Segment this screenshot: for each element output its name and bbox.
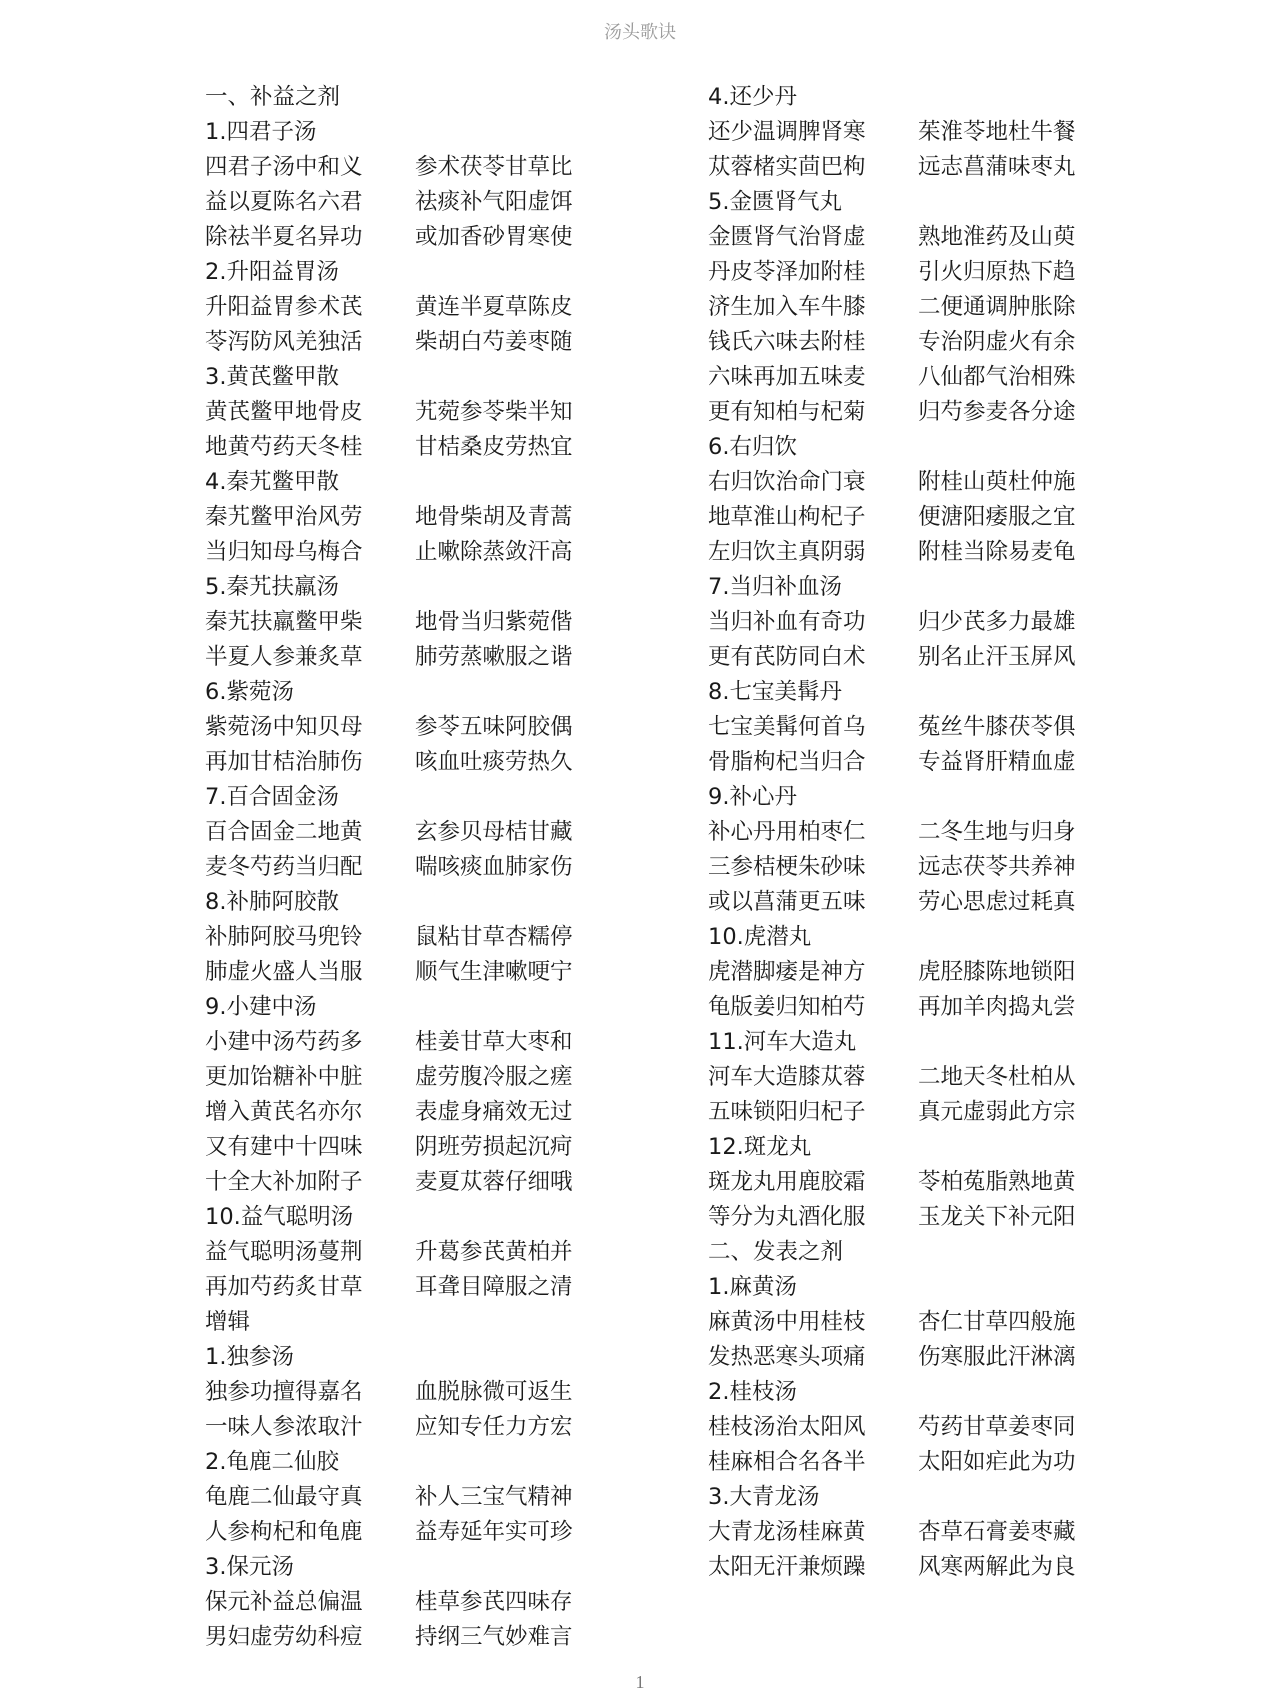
verse-line xyxy=(205,1515,625,1550)
verse-first-half: 斑龙丸用鹿胶霜 xyxy=(708,1169,866,1195)
verse-first-half: 钱氏六味去附桂 xyxy=(708,329,866,355)
verse-first-half: 百合固金二地黄 xyxy=(205,819,363,845)
verse-first-half: 十全大补加附子 xyxy=(205,1169,363,1195)
verse-line xyxy=(708,150,1128,185)
verse-second-half: 麦夏苁蓉仔细哦 xyxy=(415,1169,573,1195)
verse-line xyxy=(205,185,625,220)
formula-heading: 8.补肺阿胶散 xyxy=(205,889,339,915)
verse-first-half: 虎潜脚痿是神方 xyxy=(708,959,866,985)
verse-second-half: 别名止汗玉屏风 xyxy=(918,644,1076,670)
verse-first-half: 更有芪防同白术 xyxy=(708,644,866,670)
verse-second-half: 引火归原热下趋 xyxy=(918,259,1076,285)
verse-line xyxy=(205,220,625,255)
verse-second-half: 二地天冬杜柏从 xyxy=(918,1064,1076,1090)
verse-line xyxy=(205,1060,625,1095)
verse-line xyxy=(205,745,625,780)
verse-first-half: 补肺阿胶马兜铃 xyxy=(205,924,363,950)
verse-first-half: 左归饮主真阴弱 xyxy=(708,539,866,565)
verse-line xyxy=(708,605,1128,640)
verse-first-half: 男妇虚劳幼科痘 xyxy=(205,1624,363,1650)
section-heading: 一、补益之剂 xyxy=(205,84,341,110)
formula-heading: 2.龟鹿二仙胶 xyxy=(205,1449,339,1475)
verse-second-half: 地骨柴胡及青蒿 xyxy=(415,504,573,530)
verse-line xyxy=(708,710,1128,745)
verse-second-half: 耳聋目障服之清 xyxy=(415,1274,573,1300)
formula-heading: 5.金匮肾气丸 xyxy=(708,189,842,215)
verse-second-half: 血脱脉微可返生 xyxy=(415,1379,573,1405)
verse-second-half: 风寒两解此为良 xyxy=(918,1554,1076,1580)
verse-line xyxy=(708,990,1128,1025)
verse-second-half: 劳心思虑过耗真 xyxy=(918,889,1076,915)
right-column xyxy=(708,80,1128,1585)
verse-line xyxy=(708,850,1128,885)
verse-first-half: 金匮肾气治肾虚 xyxy=(708,224,866,250)
verse-second-half: 二便通调肿胀除 xyxy=(918,294,1076,320)
verse-line xyxy=(205,920,625,955)
verse-line xyxy=(708,1095,1128,1130)
verse-line xyxy=(708,395,1128,430)
verse-first-half: 麦冬芍药当归配 xyxy=(205,854,363,880)
verse-second-half: 归少芪多力最雄 xyxy=(918,609,1076,635)
verse-second-half: 地骨当归紫菀偕 xyxy=(415,609,573,635)
formula-heading: 10.虎潜丸 xyxy=(708,924,812,950)
verse-line xyxy=(205,640,625,675)
verse-second-half: 鼠粘甘草杏糯停 xyxy=(415,924,573,950)
verse-line xyxy=(205,605,625,640)
verse-first-half: 再加甘桔治肺伤 xyxy=(205,749,363,775)
verse-line xyxy=(708,640,1128,675)
verse-line xyxy=(708,1445,1128,1480)
verse-second-half: 归芍参麦各分途 xyxy=(918,399,1076,425)
verse-second-half: 远志菖蒲味枣丸 xyxy=(918,154,1076,180)
verse-line xyxy=(205,1165,625,1200)
verse-first-half: 河车大造膝苁蓉 xyxy=(708,1064,866,1090)
verse-second-half: 顺气生津嗽哽宁 xyxy=(415,959,573,985)
verse-second-half: 虚劳腹冷服之瘥 xyxy=(415,1064,573,1090)
formula-heading: 7.当归补血汤 xyxy=(708,574,842,600)
verse-line xyxy=(205,1410,625,1445)
verse-first-half: 人参枸杞和龟鹿 xyxy=(205,1519,363,1545)
verse-first-half: 麻黄汤中用桂枝 xyxy=(708,1309,866,1335)
section-heading: 二、发表之剂 xyxy=(708,1239,844,1265)
verse-first-half: 一味人参浓取汁 xyxy=(205,1414,363,1440)
verse-first-half: 龟鹿二仙最守真 xyxy=(205,1484,363,1510)
verse-second-half: 再加羊肉捣丸尝 xyxy=(918,994,1076,1020)
verse-line xyxy=(708,745,1128,780)
formula-heading: 2.桂枝汤 xyxy=(708,1379,797,1405)
verse-second-half: 祛痰补气阳虚饵 xyxy=(415,189,573,215)
verse-second-half: 艽菀参苓柴半知 xyxy=(415,399,573,425)
left-column xyxy=(205,80,625,1655)
verse-first-half: 三参桔梗朱砂味 xyxy=(708,854,866,880)
formula-heading: 3.黄芪鳖甲散 xyxy=(205,364,339,390)
verse-line xyxy=(205,1025,625,1060)
section-heading: 增辑 xyxy=(205,1309,251,1335)
verse-second-half: 真元虚弱此方宗 xyxy=(918,1099,1076,1125)
verse-line xyxy=(708,255,1128,290)
verse-line xyxy=(205,325,625,360)
verse-second-half: 专益肾肝精血虚 xyxy=(918,749,1076,775)
verse-second-half: 芍药甘草姜枣同 xyxy=(918,1414,1076,1440)
verse-first-half: 除祛半夏名异功 xyxy=(205,224,363,250)
verse-second-half: 喘咳痰血肺家伤 xyxy=(415,854,573,880)
verse-second-half: 杏草石膏姜枣藏 xyxy=(918,1519,1076,1545)
verse-line xyxy=(205,500,625,535)
verse-first-half: 地黄芍药天冬桂 xyxy=(205,434,363,460)
verse-first-half: 丹皮苓泽加附桂 xyxy=(708,259,866,285)
verse-first-half: 大青龙汤桂麻黄 xyxy=(708,1519,866,1545)
verse-line xyxy=(708,1515,1128,1550)
verse-first-half: 又有建中十四味 xyxy=(205,1134,363,1160)
formula-heading: 5.秦艽扶羸汤 xyxy=(205,574,339,600)
verse-first-half: 升阳益胃参术芪 xyxy=(205,294,363,320)
verse-second-half: 升葛参芪黄柏并 xyxy=(415,1239,573,1265)
verse-second-half: 表虚身痛效无过 xyxy=(415,1099,573,1125)
verse-second-half: 持纲三气妙难言 xyxy=(415,1624,573,1650)
verse-line xyxy=(708,1305,1128,1340)
verse-second-half: 熟地淮药及山萸 xyxy=(918,224,1076,250)
verse-second-half: 止嗽除蒸敛汗高 xyxy=(415,539,573,565)
verse-line xyxy=(205,430,625,465)
verse-second-half: 玉龙关下补元阳 xyxy=(918,1204,1076,1230)
formula-heading: 11.河车大造丸 xyxy=(708,1029,857,1055)
verse-first-half: 四君子汤中和义 xyxy=(205,154,363,180)
verse-line xyxy=(708,1060,1128,1095)
verse-line xyxy=(708,535,1128,570)
verse-first-half: 更加饴糖补中脏 xyxy=(205,1064,363,1090)
verse-line xyxy=(205,150,625,185)
verse-second-half: 补人三宝气精神 xyxy=(415,1484,573,1510)
verse-line xyxy=(708,815,1128,850)
verse-line xyxy=(205,395,625,430)
verse-first-half: 苓泻防风羌独活 xyxy=(205,329,363,355)
verse-second-half: 柴胡白芍姜枣随 xyxy=(415,329,573,355)
verse-first-half: 再加芍药炙甘草 xyxy=(205,1274,363,1300)
verse-line xyxy=(205,1585,625,1620)
verse-second-half: 或加香砂胃寒使 xyxy=(415,224,573,250)
formula-heading: 4.还少丹 xyxy=(708,84,797,110)
verse-first-half: 七宝美髯何首乌 xyxy=(708,714,866,740)
verse-second-half: 玄参贝母桔甘藏 xyxy=(415,819,573,845)
formula-heading: 6.右归饮 xyxy=(708,434,797,460)
verse-first-half: 或以菖蒲更五味 xyxy=(708,889,866,915)
verse-first-half: 右归饮治命门衰 xyxy=(708,469,866,495)
verse-second-half: 桂草参芪四味存 xyxy=(415,1589,573,1615)
formula-heading: 1.四君子汤 xyxy=(205,119,317,145)
verse-second-half: 参苓五味阿胶偶 xyxy=(415,714,573,740)
verse-line xyxy=(708,360,1128,395)
verse-line xyxy=(205,850,625,885)
verse-second-half: 伤寒服此汗淋漓 xyxy=(918,1344,1076,1370)
formula-heading: 1.麻黄汤 xyxy=(708,1274,797,1300)
verse-first-half: 六味再加五味麦 xyxy=(708,364,866,390)
verse-first-half: 地草淮山枸杞子 xyxy=(708,504,866,530)
verse-first-half: 更有知柏与杞菊 xyxy=(708,399,866,425)
verse-first-half: 保元补益总偏温 xyxy=(205,1589,363,1615)
verse-line xyxy=(205,1270,625,1305)
page-number: 1 xyxy=(635,1672,645,1692)
verse-second-half: 黄连半夏草陈皮 xyxy=(415,294,573,320)
verse-line xyxy=(205,1480,625,1515)
verse-line xyxy=(708,1200,1128,1235)
verse-first-half: 半夏人参兼炙草 xyxy=(205,644,363,670)
page-header-title: 汤头歌诀 xyxy=(604,22,676,43)
verse-first-half: 龟版姜归知柏芍 xyxy=(708,994,866,1020)
formula-heading: 12.斑龙丸 xyxy=(708,1134,812,1160)
verse-first-half: 补心丹用柏枣仁 xyxy=(708,819,866,845)
verse-line xyxy=(708,500,1128,535)
verse-first-half: 苁蓉楮实茴巴枸 xyxy=(708,154,866,180)
verse-second-half: 苓柏菟脂熟地黄 xyxy=(918,1169,1076,1195)
formula-heading: 9.小建中汤 xyxy=(205,994,317,1020)
verse-second-half: 菟丝牛膝茯苓俱 xyxy=(918,714,1076,740)
verse-first-half: 当归补血有奇功 xyxy=(708,609,866,635)
verse-line xyxy=(708,1340,1128,1375)
verse-first-half: 益气聪明汤蔓荆 xyxy=(205,1239,363,1265)
verse-second-half: 便溏阳痿服之宜 xyxy=(918,504,1076,530)
verse-first-half: 紫菀汤中知贝母 xyxy=(205,714,363,740)
verse-first-half: 益以夏陈名六君 xyxy=(205,189,363,215)
verse-line xyxy=(205,1375,625,1410)
verse-second-half: 桂姜甘草大枣和 xyxy=(415,1029,573,1055)
verse-first-half: 小建中汤芍药多 xyxy=(205,1029,363,1055)
verse-line xyxy=(205,1235,625,1270)
verse-first-half: 等分为丸酒化服 xyxy=(708,1204,866,1230)
verse-line xyxy=(205,290,625,325)
verse-second-half: 远志茯苓共养神 xyxy=(918,854,1076,880)
verse-second-half: 太阳如疟此为功 xyxy=(918,1449,1076,1475)
verse-second-half: 杏仁甘草四般施 xyxy=(918,1309,1076,1335)
verse-first-half: 太阳无汗兼烦躁 xyxy=(708,1554,866,1580)
verse-first-half: 黄芪鳖甲地骨皮 xyxy=(205,399,363,425)
verse-first-half: 独参功擅得嘉名 xyxy=(205,1379,363,1405)
verse-first-half: 桂麻相合名各半 xyxy=(708,1449,866,1475)
verse-line xyxy=(708,885,1128,920)
verse-second-half: 专治阴虚火有余 xyxy=(918,329,1076,355)
verse-second-half: 茱淮苓地杜牛餐 xyxy=(918,119,1076,145)
verse-line xyxy=(708,115,1128,150)
verse-second-half: 二冬生地与归身 xyxy=(918,819,1076,845)
verse-line xyxy=(205,955,625,990)
verse-line xyxy=(205,710,625,745)
verse-first-half: 秦艽鳖甲治风劳 xyxy=(205,504,363,530)
verse-second-half: 虎胫膝陈地锁阳 xyxy=(918,959,1076,985)
verse-second-half: 附桂山萸杜仲施 xyxy=(918,469,1076,495)
verse-first-half: 五味锁阳归杞子 xyxy=(708,1099,866,1125)
verse-line xyxy=(205,535,625,570)
verse-line xyxy=(708,955,1128,990)
verse-first-half: 秦艽扶羸鳖甲柴 xyxy=(205,609,363,635)
formula-heading: 8.七宝美髯丹 xyxy=(708,679,842,705)
verse-line xyxy=(708,1550,1128,1585)
formula-heading: 6.紫菀汤 xyxy=(205,679,294,705)
verse-second-half: 附桂当除易麦龟 xyxy=(918,539,1076,565)
formula-heading: 1.独参汤 xyxy=(205,1344,294,1370)
verse-line xyxy=(708,220,1128,255)
verse-second-half: 八仙都气治相殊 xyxy=(918,364,1076,390)
verse-first-half: 还少温调脾肾寒 xyxy=(708,119,866,145)
verse-second-half: 应知专任力方宏 xyxy=(415,1414,573,1440)
verse-line xyxy=(708,325,1128,360)
verse-second-half: 甘桔桑皮劳热宜 xyxy=(415,434,573,460)
formula-heading: 7.百合固金汤 xyxy=(205,784,339,810)
verse-line xyxy=(708,465,1128,500)
formula-heading: 9.补心丹 xyxy=(708,784,797,810)
formula-heading: 3.大青龙汤 xyxy=(708,1484,820,1510)
formula-heading: 3.保元汤 xyxy=(205,1554,294,1580)
verse-first-half: 发热恶寒头项痛 xyxy=(708,1344,866,1370)
verse-first-half: 济生加入车牛膝 xyxy=(708,294,866,320)
verse-line xyxy=(205,1620,625,1655)
verse-second-half: 参术茯苓甘草比 xyxy=(415,154,573,180)
verse-first-half: 骨脂枸杞当归合 xyxy=(708,749,866,775)
verse-line xyxy=(708,290,1128,325)
verse-first-half: 当归知母乌梅合 xyxy=(205,539,363,565)
verse-second-half: 咳血吐痰劳热久 xyxy=(415,749,573,775)
formula-heading: 2.升阳益胃汤 xyxy=(205,259,339,285)
verse-line xyxy=(205,1095,625,1130)
verse-line xyxy=(708,1410,1128,1445)
verse-line xyxy=(205,815,625,850)
formula-heading: 10.益气聪明汤 xyxy=(205,1204,354,1230)
verse-second-half: 益寿延年实可珍 xyxy=(415,1519,573,1545)
verse-first-half: 增入黄芪名亦尔 xyxy=(205,1099,363,1125)
verse-line xyxy=(708,1165,1128,1200)
verse-second-half: 阴班劳损起沉疴 xyxy=(415,1134,573,1160)
verse-first-half: 肺虚火盛人当服 xyxy=(205,959,363,985)
verse-second-half: 肺劳蒸嗽服之谐 xyxy=(415,644,573,670)
verse-line xyxy=(205,1130,625,1165)
formula-heading: 4.秦艽鳖甲散 xyxy=(205,469,339,495)
verse-first-half: 桂枝汤治太阳风 xyxy=(708,1414,866,1440)
